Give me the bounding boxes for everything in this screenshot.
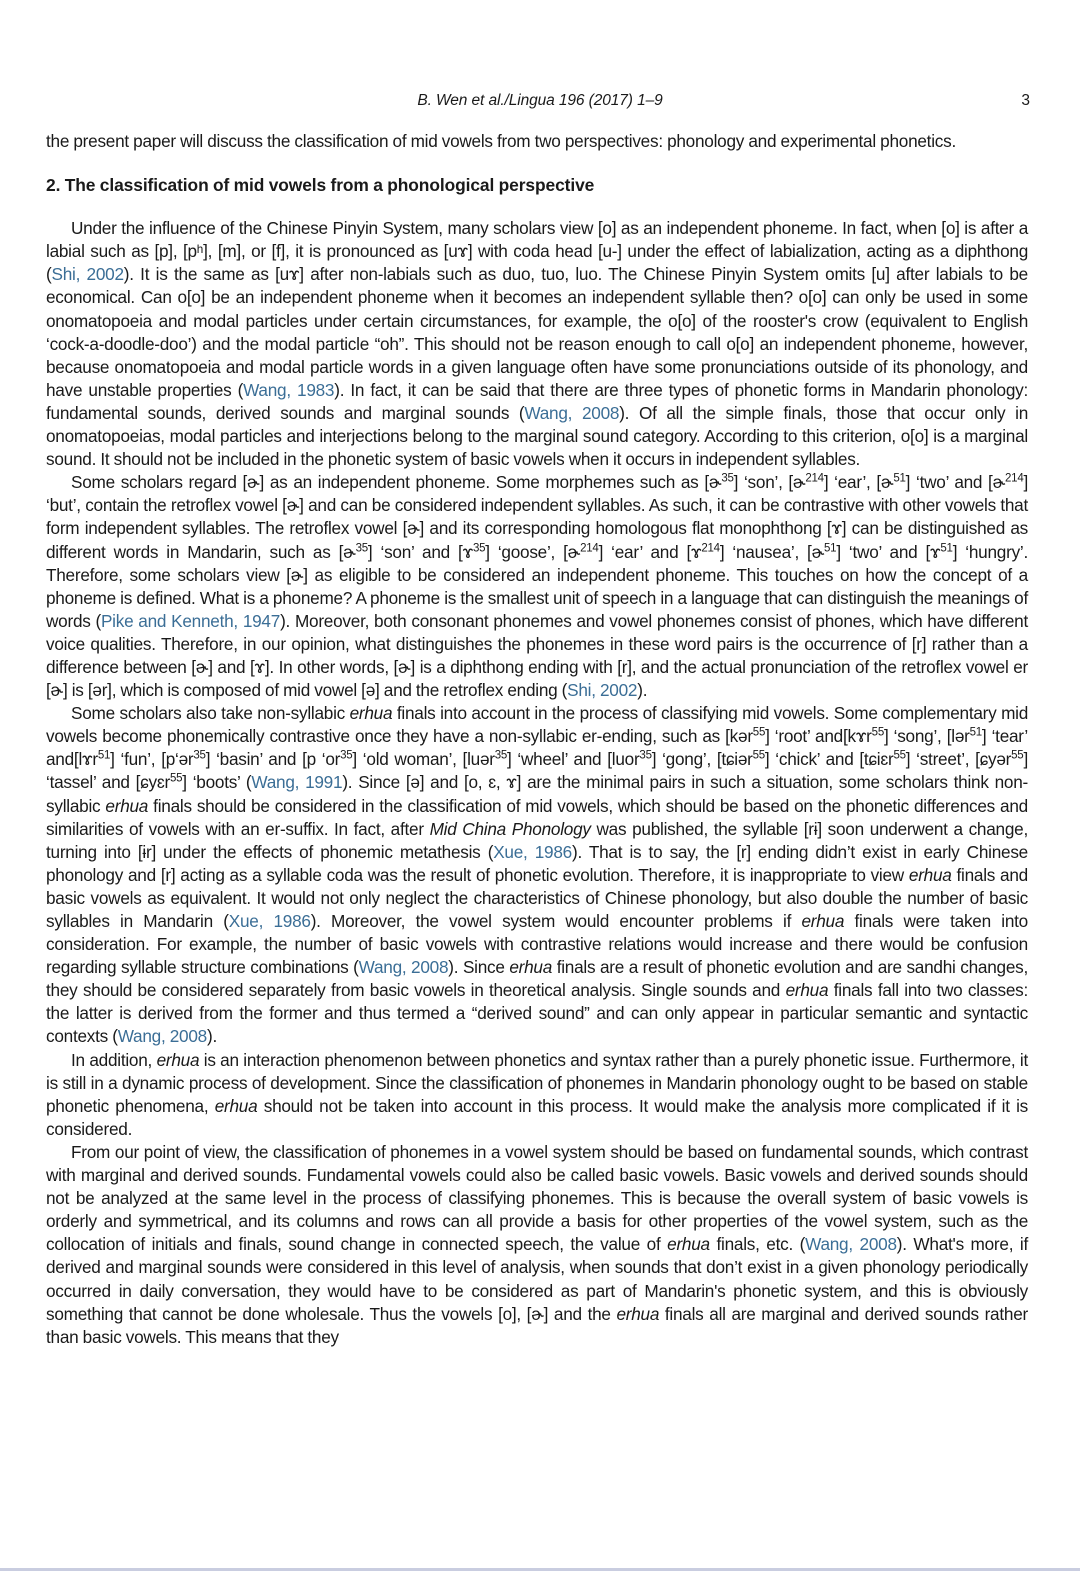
tone-superscript: 214 <box>1005 472 1024 485</box>
text-run: finals, etc. ( <box>709 1234 806 1255</box>
italic-term: erhua <box>349 703 393 724</box>
text-run: finals and basic vowels as equivalent. It would not only neglect the characteristics of Chinese phonology, but also double the number of basic syllables in Mandarin ( <box>46 864 1028 931</box>
citation-link[interactable]: Xue, 1986 <box>493 841 572 862</box>
tone-superscript: 35 <box>193 750 206 763</box>
italic-term: erhua <box>156 1049 200 1070</box>
text-run: ] ‘son’ and [ɤ <box>367 541 473 562</box>
italic-term: Mid China Phonology <box>429 818 591 839</box>
tone-superscript: 35 <box>472 542 486 555</box>
lead-paragraph <box>46 130 1028 153</box>
article-body <box>46 130 1028 1349</box>
section-title: The classification of mid vowels from a phonological perspective <box>64 175 595 196</box>
text-run: Under the influence of the Chinese Pinyin System, many scholars view [o] as an independent phoneme. In fact, when [o] is after a labial such as [p], [pʰ], [m], or [f], it is pronounced as [uɤ] with coda head [u-] under the effect of labialization, acting as a diphthong ( <box>46 218 1028 285</box>
text-run: ] ‘nausea’, [ɚ <box>719 541 825 562</box>
tone-superscript: 55 <box>752 750 765 763</box>
text-run: finals should be considered in the classification of mid vowels, which should be based on the phonetic differences and similarities of vowels with an er-suffix. In fact, after <box>46 795 1028 839</box>
text-run: ] ‘ear’, [ɚ <box>823 472 894 493</box>
text-run: ). In fact, it can be said that there are three types of phonetic forms in Mandarin phonology: fundamental sounds, derived sounds and marginal sounds ( <box>46 379 1028 423</box>
tone-superscript: 35 <box>639 750 652 763</box>
tone-superscript: 35 <box>340 750 353 763</box>
tone-superscript: 35 <box>355 542 368 555</box>
italic-term: erhua <box>667 1234 710 1255</box>
tone-superscript: 55 <box>871 726 884 739</box>
text-run: ). Of all the simple finals, those that occur only in onomatopoeias, modal particles and interjections belong to the marginal sound category. According to this criterion, o[o] is a marginal sound. It should not be included in the phonetic system of basic vowels when it occurs in independent syllables. <box>46 402 1029 470</box>
citation-link[interactable]: Shi, 2002 <box>51 264 124 285</box>
tone-superscript: 51 <box>969 726 982 739</box>
journal-citation: B. Wen et al./Lingua 196 (2017) 1–9 <box>417 92 663 109</box>
text-run: ] ‘but’, contain the retroflex vowel [ɚ] and can be considered independent syllables. As such, it can be contrastive with other vowels that form independent syllables. The retroflex vowel [ɚ] and its corresponding homologous flat monophthong [ɤ] can be distinguished as different words in Mandarin, such as [ɚ <box>46 472 1028 562</box>
text-run: ] ‘tassel’ and [ɕyɛr <box>46 749 1028 793</box>
tone-superscript: 214 <box>701 542 720 555</box>
text-run: ). <box>637 680 648 701</box>
text-run: ). Since <box>448 957 510 978</box>
text-run: the present paper will discuss the classification of mid vowels from two perspectives: phonology and experimental phonetics. <box>46 131 956 151</box>
text-run: finals were taken into consideration. For example, the number of basic vowels with contrastive relations would increase and there would be confusion regarding syllable structure combinations ( <box>46 911 1028 978</box>
tone-superscript: 51 <box>824 542 837 555</box>
text-run: ] ‘ear’ and [ɤ <box>598 541 702 562</box>
text-run: finals fall into two classes: the latter is derived from the former and thus termed a “derived sound” and can only appear in particular semantic and syntactic contexts ( <box>46 980 1029 1047</box>
citation-link[interactable]: Wang, 2008 <box>117 1026 207 1047</box>
page-number: 3 <box>1021 92 1030 109</box>
text-run: ] ‘wheel’ and [luor <box>507 749 640 770</box>
text-run: ). Since [ə] and [o, ɛ, ɤ] are the minimal pairs in such a situation, some scholars think non-syllabic <box>46 772 1029 816</box>
paragraph-pinyin-o <box>46 217 1028 471</box>
italic-term: erhua <box>105 795 149 816</box>
text-run: ] ‘hungry’. Therefore, some scholars view [ɚ] as eligible to be considered an independent phoneme. This touches on how the concept of a phoneme is defined. What is a phoneme? A phoneme is the smallest unit of speech in a language that can distinguish the meanings of words ( <box>46 541 1029 631</box>
citation-link[interactable]: Wang, 2008 <box>524 402 620 423</box>
text-run: finals into account in the process of classifying mid vowels. Some complementary mid vowels become phonemically contrastive once they have a non-syllabic er-ending, such as [kər <box>46 703 1029 747</box>
citation-link[interactable]: Shi, 2002 <box>567 680 638 701</box>
italic-term: erhua <box>509 957 553 978</box>
text-run: ] ‘boots’ ( <box>182 772 252 793</box>
text-run: ] ‘son’, [ɚ <box>733 472 806 493</box>
text-run: ] ‘root’ and[kɤr <box>765 726 872 747</box>
italic-term: erhua <box>616 1303 660 1324</box>
text-run: ). What's more, if derived and marginal sounds were considered in this level of analysis, when sounds that don’t exist in a given phonology periodically occurred in daily conversation, they would have to be considered as part of Mandarin's phonetic system, and this is obviously something that cannot be done wholesale. Thus the vowels [o], [ɚ] and the <box>46 1234 1028 1324</box>
text-run: Some scholars also take non-syllabic <box>71 703 350 724</box>
text-run: ] ‘chick’ and [tɕiɛr <box>764 749 894 770</box>
text-run: finals are a result of phonetic evolution and are sandhi changes, they should be considered separately from basic vowels in theoretical analysis. Single sounds and <box>46 957 1028 1001</box>
text-run: ] ‘gong’, [tɕiər <box>651 749 753 770</box>
tone-superscript: 35 <box>721 472 734 485</box>
citation-link[interactable]: Wang, 2008 <box>805 1234 897 1255</box>
text-run: ). Moreover, the vowel system would encounter problems if <box>310 911 802 931</box>
running-header <box>0 92 1080 112</box>
tone-superscript: 35 <box>494 750 508 763</box>
text-run: ] ‘tear’ and[lɤr <box>46 726 1028 770</box>
italic-term: erhua <box>801 911 845 931</box>
section-heading <box>46 174 1028 197</box>
italic-term: erhua <box>785 980 829 1001</box>
text-run: Some scholars regard [ɚ] as an independent phoneme. Some morphemes such as [ɚ <box>71 472 722 493</box>
tone-superscript: 214 <box>580 542 599 555</box>
text-run: ] ‘song’, [lər <box>883 726 970 747</box>
text-run: In addition, <box>71 1049 157 1070</box>
tone-superscript: 51 <box>97 750 111 763</box>
paragraph-retroflex-vowel <box>46 471 1028 702</box>
text-run: ] ‘goose’, [ɚ <box>485 541 581 562</box>
text-run: ] ‘two’ and [ɚ <box>905 472 1006 493</box>
text-run: should not be taken into account in this process. It would make the analysis more complicated if it is considered. <box>46 1095 1029 1139</box>
text-run: ). Moreover, both consonant phonemes and vowel phonemes consist of phones, which have different voice qualities. Therefore, in our opinion, what distinguishes the phonemes in these word pairs is the occurrence of [r] rather than a difference between [ɚ] and [ɤ]. In other words, [ɚ] is a diphthong ending with [r], and the actual pronunciation of the retroflex vowel er [ɚ] is [ər], which is composed of mid vowel [ə] and the retroflex ending ( <box>46 610 1028 701</box>
tone-superscript: 214 <box>805 472 824 485</box>
text-run: ] ‘two’ and [ɤ <box>836 541 941 562</box>
paragraph-fundamental-sounds <box>46 1141 1028 1349</box>
text-run: ] ‘basin’ and [p ‘or <box>205 749 341 770</box>
text-run: ). <box>206 1026 217 1047</box>
italic-term: erhua <box>908 864 952 885</box>
text-run: was published, the syllable [rɨ] soon underwent a change, turning into [ɨr] under the effects of phonemic metathesis ( <box>46 818 1028 862</box>
paragraph-erhua-finals <box>46 702 1028 1048</box>
tone-superscript: 55 <box>752 726 766 739</box>
citation-link[interactable]: Wang, 2008 <box>358 957 449 978</box>
text-run: is an interaction phenomenon between phonetics and syntax rather than a purely phonetic issue. Furthermore, it is still in a dynamic process of development. Since the classification of phonemes in Mandarin phonology ought to be based on stable phonetic phenomena, <box>46 1049 1028 1116</box>
tone-superscript: 55 <box>169 773 183 786</box>
paragraph-erhua-interaction <box>46 1049 1028 1141</box>
text-run: From our point of view, the classification of phonemes in a vowel system should be based on fundamental sounds, which contrast with marginal and derived sounds. Fundamental vowels could also be called basic vowels. Basic vowels and derived sounds should not be analyzed at the same level in the process of classifying phonemes. This is because the overall system of basic vowels is orderly and symmetrical, and its columns and rows can all provide a basis for other properties of the vowel system, such as the collocation of initials and finals, sound change in connected speech, the value of <box>46 1141 1028 1255</box>
citation-link[interactable]: Wang, 1991 <box>251 772 343 793</box>
italic-term: erhua <box>214 1095 258 1116</box>
text-run: ] ‘street’, [ɕyər <box>905 749 1012 770</box>
tone-superscript: 51 <box>893 472 906 485</box>
text-run: finals all are marginal and derived sounds rather than basic vowels. This means that they <box>46 1303 1028 1347</box>
text-run: ] ‘old woman’, [luər <box>352 749 495 770</box>
text-run: ). It is the same as [uɤ] after non-labials such as duo, tuo, luo. The Chinese Pinyin System omits [u] after labials to be economical. Can o[o] be an independent phoneme when it becomes an independent syllable then? o[o] can only be used in some onomatopoeia and modal particles under certain circumstances, for example, the o[o] of the rooster's crow (equivalent to English ‘cock-a-doodle-doo’) and the modal particle “oh”. This should not be reason enough to call o[o] an independent phoneme, however, because onomatopoeia and modal particle words in a given language often have some pronunciations outside of its phonology, and have unstable properties ( <box>46 264 1028 400</box>
citation-link[interactable]: Xue, 1986 <box>228 911 311 931</box>
tone-superscript: 51 <box>940 542 953 555</box>
text-run: ] ‘fun’, [p‘ər <box>110 749 194 770</box>
tone-superscript: 55 <box>893 750 906 763</box>
tone-superscript: 55 <box>1011 750 1024 763</box>
text-run: ). That is to say, the [r] ending didn’t exist in early Chinese phonology and [r] acting as a syllable coda was the result of phonetic evolution. Therefore, it is inappropriate to view <box>46 841 1028 885</box>
citation-link[interactable]: Wang, 1983 <box>243 379 335 400</box>
citation-link[interactable]: Pike and Kenneth, 1947 <box>100 610 281 631</box>
section-number: 2. <box>46 175 61 196</box>
